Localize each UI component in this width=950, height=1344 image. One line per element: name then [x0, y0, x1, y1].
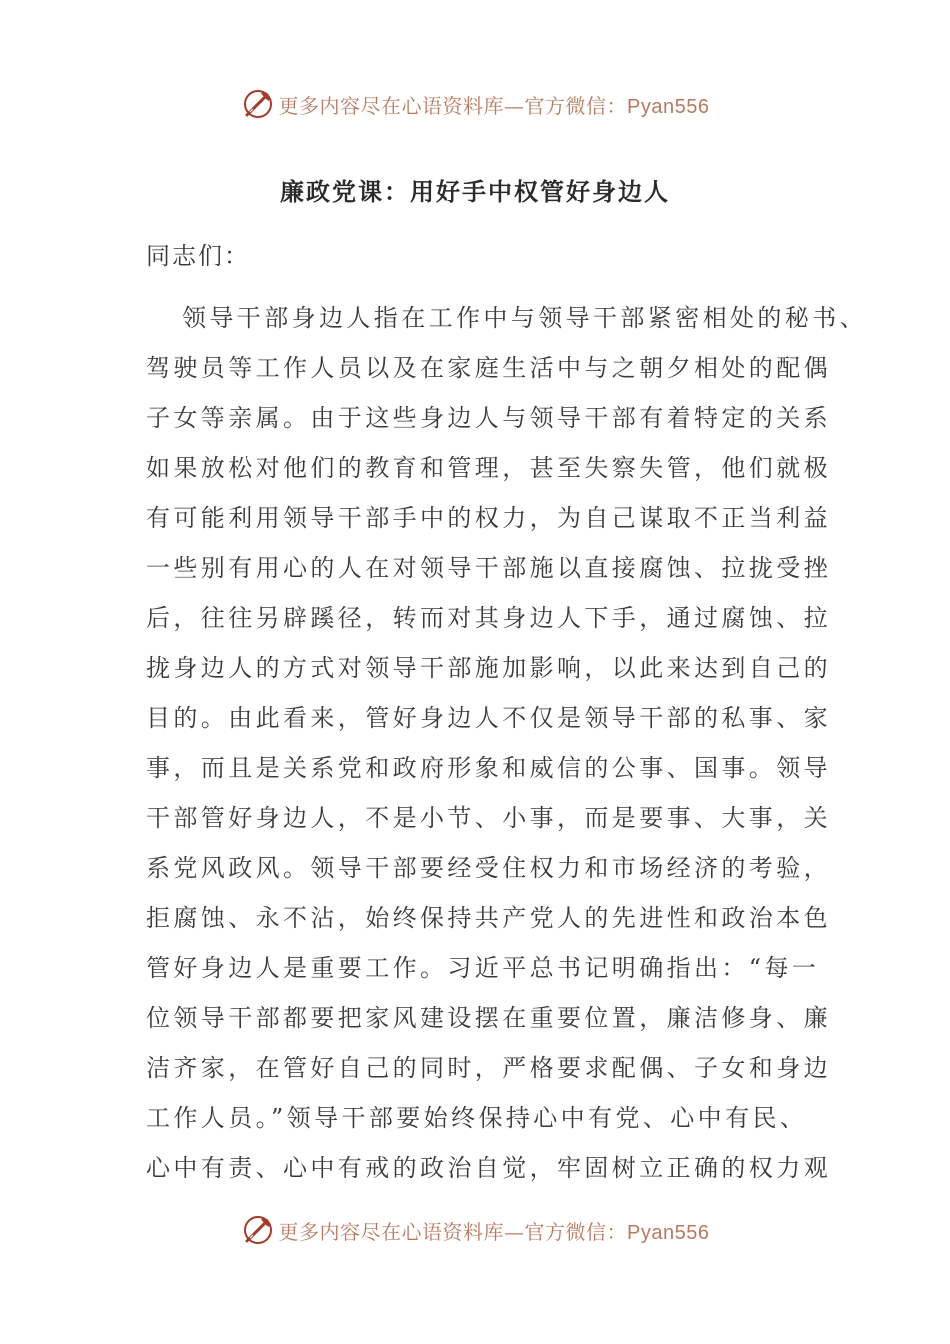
footer-wechat-id: Pyan556: [627, 1221, 710, 1244]
paragraph-line: 位领导干部都要把家风建设摆在重要位置，廉洁修身、廉: [146, 1004, 831, 1032]
paragraph-line: 后，往往另辟蹊径，转而对其身边人下手，通过腐蚀、拉: [146, 604, 831, 632]
paragraph-line: 拒腐蚀、永不沾，始终保持共产党人的先进性和政治本色: [146, 904, 831, 932]
header-watermark-banner: [0, 82, 950, 126]
paragraph-line: 如果放松对他们的教育和管理，甚至失察失管，他们就极: [146, 454, 831, 482]
body-paragraph: [146, 293, 867, 1193]
paragraph-line: 系党风政风。领导干部要经受住权力和市场经济的考验，: [146, 854, 831, 882]
quill-logo-icon: [241, 87, 275, 121]
paragraph-line: 子女等亲属。由于这些身边人与领导干部有着特定的关系: [146, 404, 831, 432]
paragraph-line: 事，而且是关系党和政府形象和威信的公事、国事。领导: [146, 754, 831, 782]
header-banner-text: 更多内容尽在心语资料库—官方微信：: [278, 93, 628, 118]
paragraph-line: 工作人员。”领导干部要始终保持心中有党、心中有民、: [146, 1104, 808, 1132]
quill-logo-icon: [241, 1213, 275, 1247]
paragraph-line: 干部管好身边人，不是小节、小事，而是要事、大事，关: [146, 804, 831, 832]
paragraph-line: 心中有责、心中有戒的政治自觉，牢固树立正确的权力观: [146, 1154, 831, 1182]
paragraph-line: 有可能利用领导干部手中的权力，为自己谋取不正当利益: [146, 504, 831, 532]
paragraph-line: 洁齐家，在管好自己的同时，严格要求配偶、子女和身边: [146, 1054, 831, 1082]
paragraph-line: 目的。由此看来，管好身边人不仅是领导干部的私事、家: [146, 704, 831, 732]
paragraph-line: 管好身边人是重要工作。习近平总书记明确指出：“每一: [146, 954, 820, 982]
paragraph-line: 拢身边人的方式对领导干部施加影响，以此来达到自己的: [146, 654, 831, 682]
paragraph-line: 驾驶员等工作人员以及在家庭生活中与之朝夕相处的配偶: [146, 354, 831, 382]
footer-banner-text: 更多内容尽在心语资料库—官方微信：: [278, 1219, 628, 1244]
document-title: 廉政党课：用好手中权管好身边人: [280, 177, 670, 206]
footer-watermark-banner: [0, 1208, 950, 1252]
header-wechat-id: Pyan556: [627, 95, 710, 118]
paragraph-line: 一些别有用心的人在对领导干部施以直接腐蚀、拉拢受挫: [146, 554, 831, 582]
greeting: 同志们：: [146, 242, 250, 270]
paragraph-line: 领导干部身边人指在工作中与领导干部紧密相处的秘书、: [182, 304, 867, 332]
